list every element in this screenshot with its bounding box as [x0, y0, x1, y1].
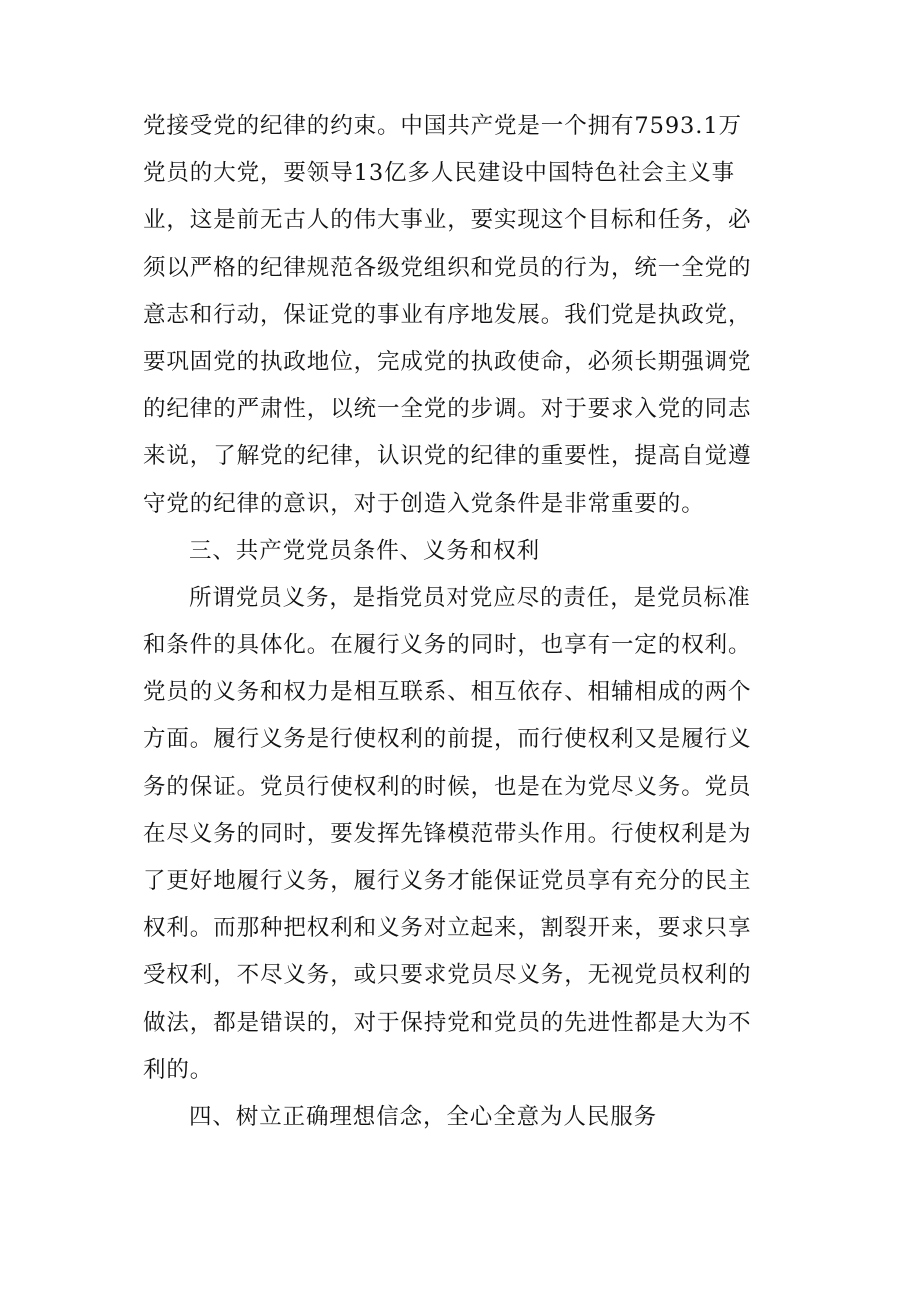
text-line: 的纪律的严肃性，以统一全党的步调。对于要求入党的同志 — [143, 396, 752, 423]
text-line: 来说，了解党的纪律，认识党的纪律的重要性，提高自觉遵 — [143, 443, 752, 470]
text-line: 务的保证。党员行使权利的时候，也是在为党尽义务。党员 — [143, 773, 752, 800]
text-line: 党接受党的纪律的约束。中国共产党是一个拥有7593.1万 — [143, 113, 742, 139]
text-line: 党员的大党，要领导13亿多人民建设中国特色社会主义事 — [143, 160, 736, 187]
text-line: 意志和行动，保证党的事业有序地发展。我们党是执政党， — [143, 301, 752, 328]
text-line: 所谓党员义务，是指党员对党应尽的责任，是党员标准 — [189, 584, 751, 611]
text-line: 要巩固党的执政地位，完成党的执政使命，必须长期强调党 — [143, 348, 752, 375]
text-line: 在尽义务的同时，要发挥先锋模范带头作用。行使权利是为 — [143, 820, 752, 847]
body-text — [143, 103, 788, 1141]
section-heading: 四、树立正确理想信念，全心全意为人民服务 — [189, 1103, 658, 1130]
text-line: 受权利，不尽义务，或只要求党员尽义务，无视党员权利的 — [143, 962, 752, 989]
text-line: 利的。 — [143, 1056, 214, 1083]
text-line: 须以严格的纪律规范各级党组织和党员的行为，统一全党的 — [143, 254, 752, 281]
text-line: 和条件的具体化。在履行义务的同时，也享有一定的权利。 — [143, 632, 752, 659]
text-line: 业，这是前无古人的伟大事业，要实现这个目标和任务，必 — [143, 207, 752, 234]
text-line: 守党的纪律的意识，对于创造入党条件是非常重要的。 — [143, 490, 705, 517]
text-line: 方面。履行义务是行使权利的前提，而行使权利又是履行义 — [143, 726, 752, 753]
text-line: 做法，都是错误的，对于保持党和党员的先进性都是大为不 — [143, 1009, 752, 1036]
section-heading: 三、共产党党员条件、义务和权利 — [189, 537, 541, 564]
text-line: 党员的义务和权力是相互联系、相互依存、相辅相成的两个 — [143, 679, 752, 706]
text-line: 权利。而那种把权利和义务对立起来，割裂开来，要求只享 — [143, 915, 752, 942]
text-line: 了更好地履行义务，履行义务才能保证党员享有充分的民主 — [143, 868, 752, 894]
